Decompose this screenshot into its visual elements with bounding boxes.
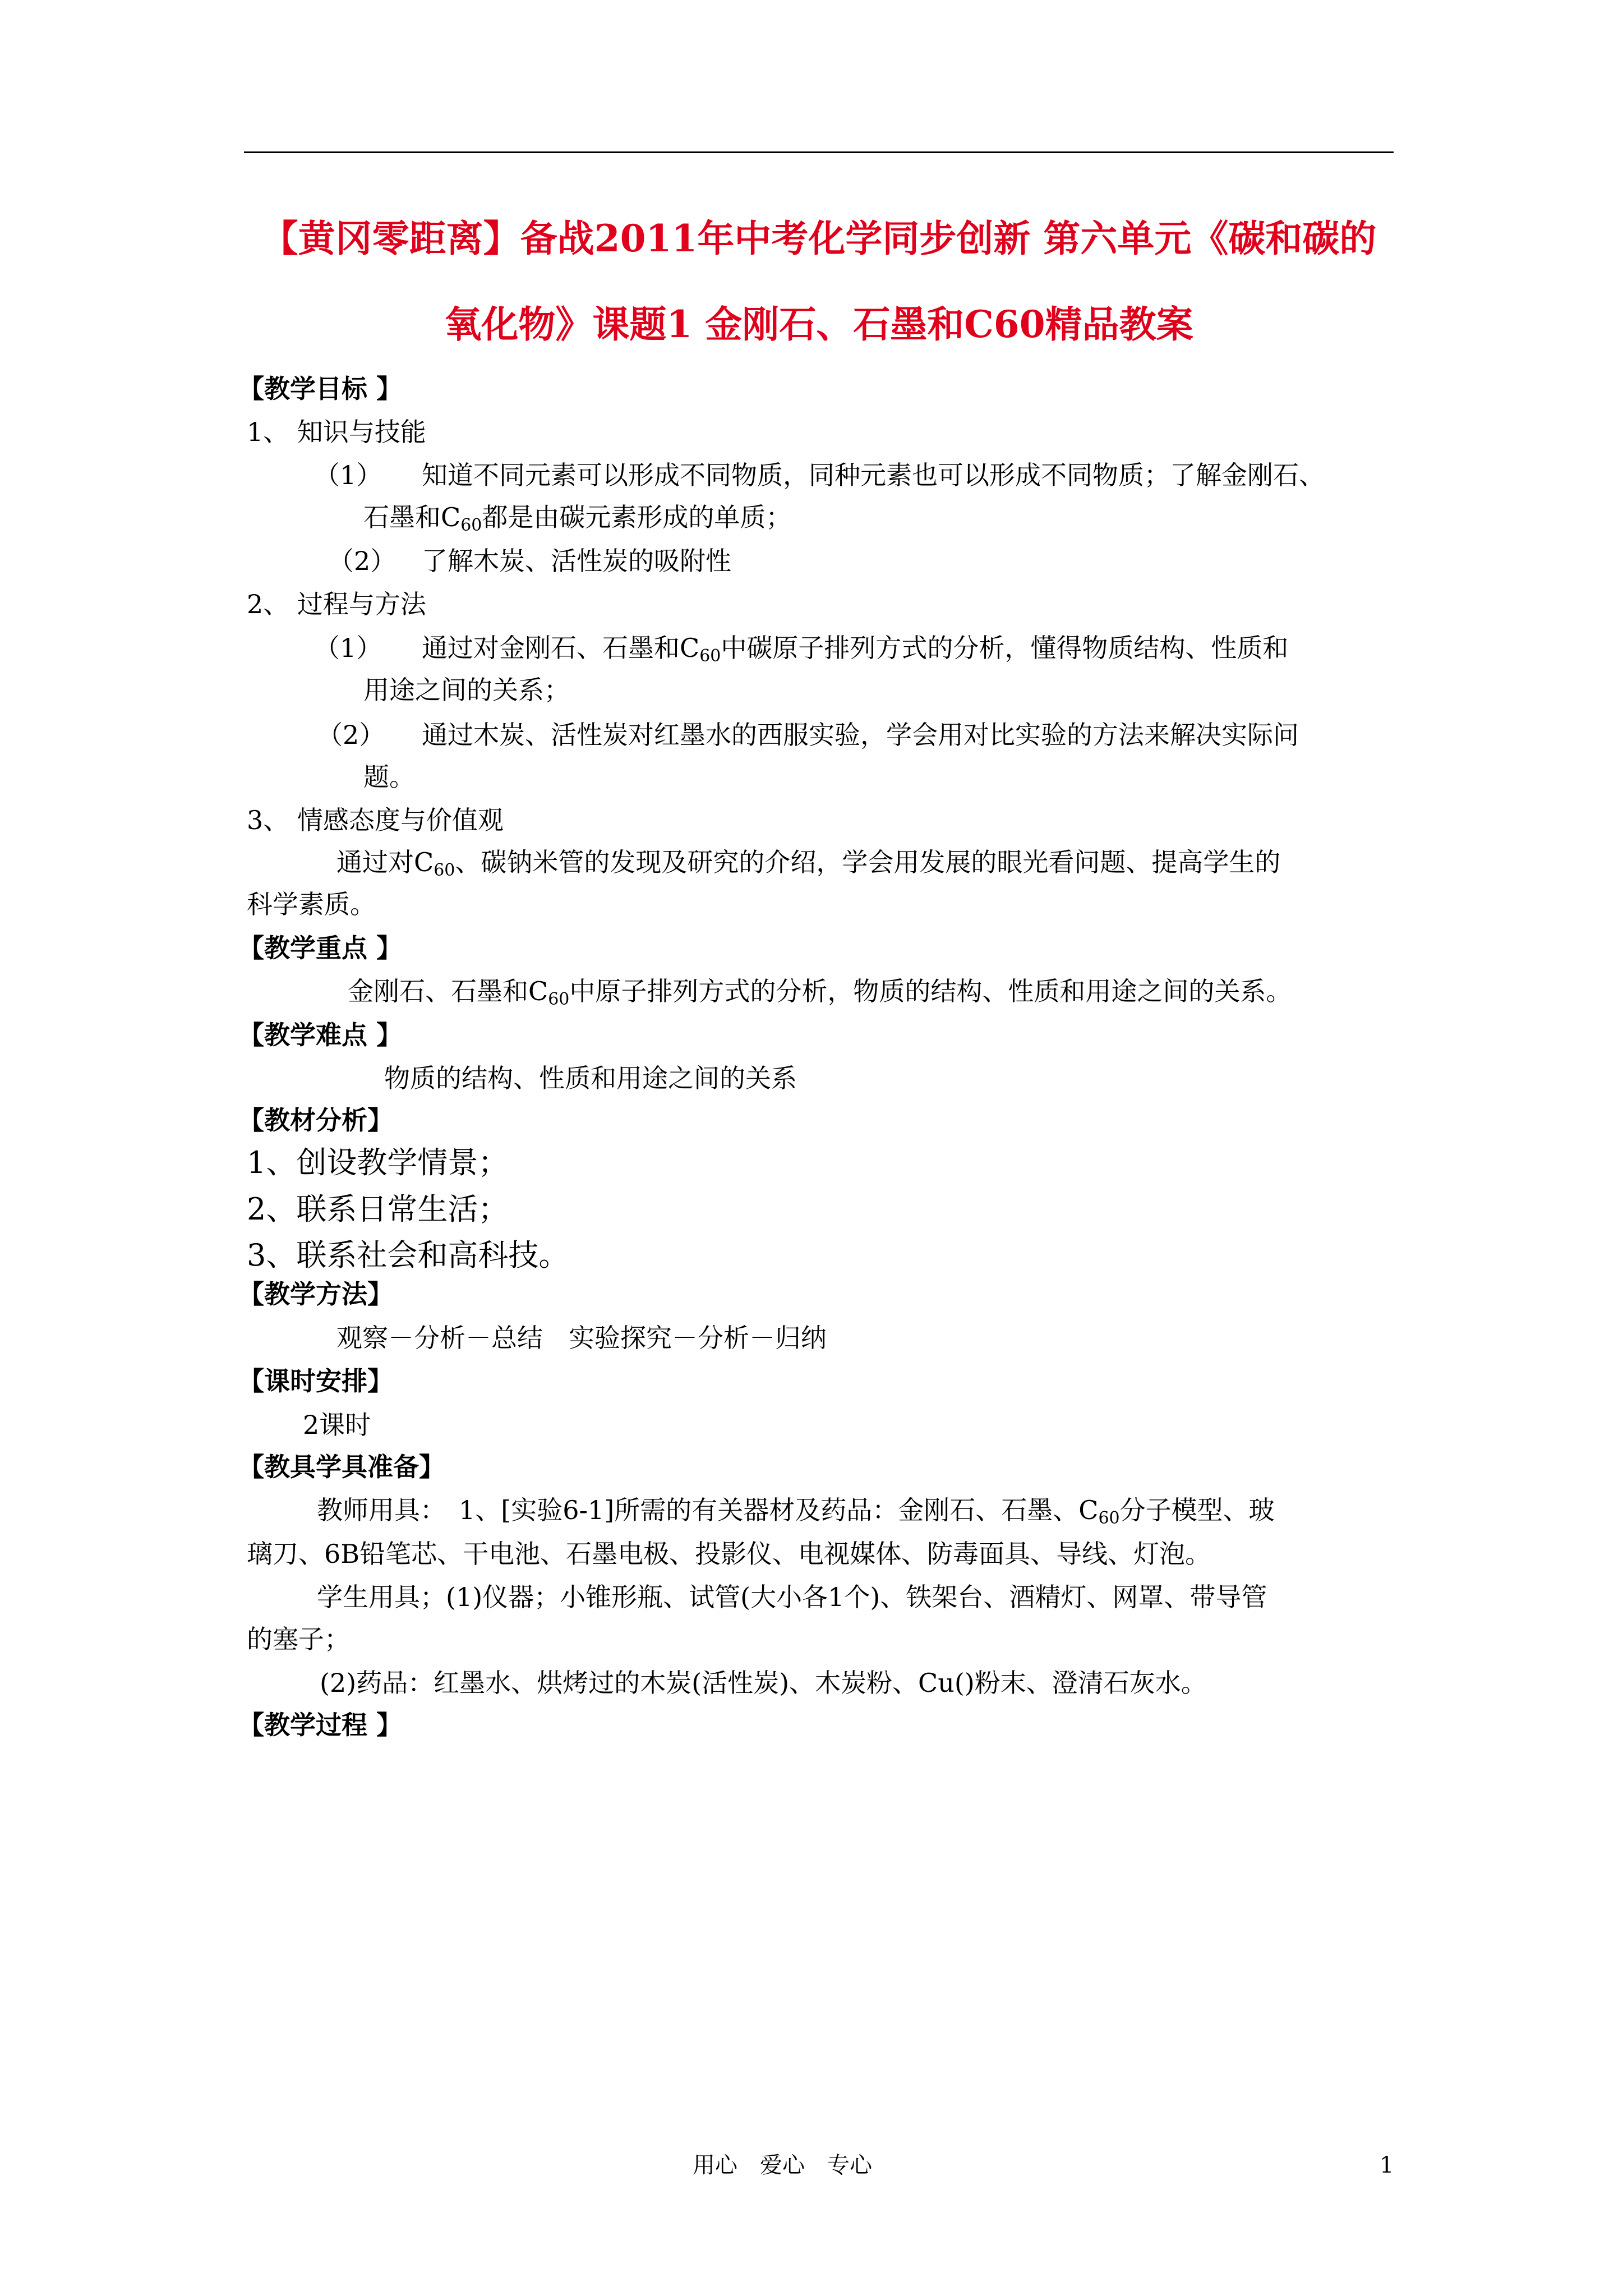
header-rule xyxy=(244,151,1394,153)
materials-student-line2: 的塞子； xyxy=(247,1624,350,1654)
process-item1-number: （1） xyxy=(314,633,382,663)
process-item1-text: 通过对金刚石、石墨和$C_{60}$中碳原子排列方式的分析，懂得物质结构、性质和 xyxy=(422,633,1289,666)
materials-heading: 【教具学具准备】 xyxy=(238,1452,445,1482)
process-item1-continuation: 用途之间的关系； xyxy=(363,675,570,705)
goals-heading: 【教学目标 】 xyxy=(238,374,403,404)
knowledge-item1-continuation: 石墨和$C_{60}$都是由碳元素形成的单质； xyxy=(363,502,792,535)
analysis-item: 2、联系日常生活； xyxy=(247,1191,509,1227)
schedule-heading: 【课时安排】 xyxy=(238,1366,393,1396)
methods-text: 观察－分析－总结 实验探究－分析－归纳 xyxy=(336,1323,827,1353)
materials-teacher-text: 教师用具： 1、[实验6-1]所需的有关器材及药品：金刚石、石墨、$C_{60}$分子模型、玻 xyxy=(317,1495,1275,1528)
document-title-line1: 【黄冈零距离】备战2011年中考化学同步创新 第六单元《碳和碳的 xyxy=(261,217,1377,260)
schedule-text: 2课时 xyxy=(303,1410,371,1440)
analysis-item: 1、创设教学情景； xyxy=(247,1145,509,1180)
page-number: 1 xyxy=(1380,2152,1394,2178)
methods-heading: 【教学方法】 xyxy=(238,1279,393,1309)
materials-student-line1: 学生用具；(1)仪器；小锥形瓶、试管(大小各1个)、铁架台、酒精灯、网罩、带导管 xyxy=(317,1582,1267,1612)
difficulties-text: 物质的结构、性质和用途之间的关系 xyxy=(384,1063,797,1093)
knowledge-heading: 1、 知识与技能 xyxy=(247,417,426,447)
knowledge-item2-number: （2） xyxy=(328,546,396,576)
materials-teacher-continuation: 璃刀、6B铅笔芯、干电池、石墨电极、投影仪、电视媒体、防毒面具、导线、灯泡。 xyxy=(247,1539,1211,1569)
knowledge-item1-number: （1） xyxy=(314,460,382,490)
key-points-text: 金刚石、石墨和$C_{60}$中原子排列方式的分析，物质的结构、性质和用途之间的关系。 xyxy=(348,976,1292,1009)
process-section-heading: 【教学过程 】 xyxy=(238,1710,403,1740)
attitude-text: 通过对$C_{60}$、碳钠米管的发现及研究的介绍，学会用发展的眼光看问题、提高学生的 xyxy=(336,847,1281,880)
knowledge-item2-text: 了解木炭、活性炭的吸附性 xyxy=(422,546,731,576)
process-item2-number: （2） xyxy=(317,720,385,750)
key-points-heading: 【教学重点 】 xyxy=(238,933,403,963)
attitude-continuation: 科学素质。 xyxy=(247,889,376,919)
document-title-line2: 氧化物》课题1 金刚石、石墨和C60精品教案 xyxy=(444,302,1193,346)
footer-motto: 用心 爱心 专心 xyxy=(693,2152,872,2178)
process-heading: 2、 过程与方法 xyxy=(247,589,426,619)
knowledge-item1-text: 知道不同元素可以形成不同物质，同种元素也可以形成不同物质；了解金刚石、 xyxy=(422,460,1325,490)
analysis-item: 3、联系社会和高科技。 xyxy=(247,1237,569,1273)
materials-student-line3: (2)药品：红墨水、烘烤过的木炭(活性炭)、木炭粉、Cu()粉末、澄清石灰水。 xyxy=(320,1668,1207,1698)
process-item2-text: 通过木炭、活性炭对红墨水的西服实验，学会用对比实验的方法来解决实际问 xyxy=(422,720,1299,750)
difficulties-heading: 【教学难点 】 xyxy=(238,1020,403,1050)
attitude-heading: 3、 情感态度与价值观 xyxy=(247,805,504,835)
process-item2-continuation: 题。 xyxy=(363,762,415,792)
analysis-heading: 【教材分析】 xyxy=(238,1105,393,1135)
